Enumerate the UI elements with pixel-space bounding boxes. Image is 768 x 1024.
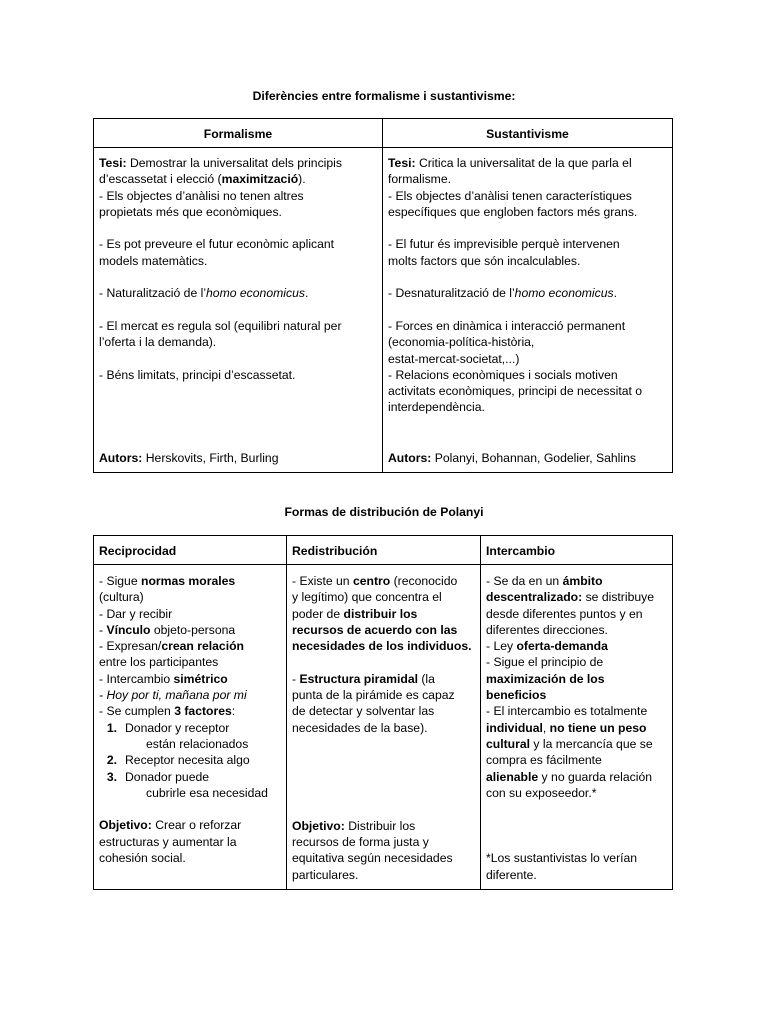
sustantivisme-p5c: interdependència. xyxy=(388,400,485,415)
recip-factor-3-cont: cubrirle esa necesidad xyxy=(146,785,268,800)
formalisme-p2a: - Es pot preveure el futur econòmic aplicant xyxy=(99,237,335,252)
table1-title: Diferències entre formalisme i sustantivisme: xyxy=(252,89,516,103)
sustantivisme-p4c: estat-mercat-societat,...) xyxy=(388,351,520,366)
cell-formalisme xyxy=(93,147,383,473)
inter-note-1: *Los sustantivistas lo verían xyxy=(486,851,638,865)
inter-l12: compra es fácilmente xyxy=(486,753,602,768)
recip-l2: (cultura) xyxy=(99,590,144,605)
sustantivisme-p1b: específiques que engloben factors més grans. xyxy=(388,204,638,219)
recip-objetivo-1: Objetivo: Crear o reforzar xyxy=(99,818,242,833)
sustantivisme-p5a: - Relacions econòmiques i socials motiven xyxy=(388,367,618,382)
redis-objetivo-4: particulares. xyxy=(292,868,359,882)
formalisme-p4a: - El mercat es regula sol (equilibri natural per xyxy=(99,318,342,333)
inter-l9: - El intercambio es totalmente xyxy=(486,704,648,719)
recip-factor-1-cont: están relacionados xyxy=(146,736,249,751)
inter-l11: cultural y la mercancía que se xyxy=(486,736,653,751)
formalisme-p1a: - Els objectes d’anàlisi no tenen altres xyxy=(99,188,304,203)
sustantivisme-autors: Autors: Polanyi, Bohannan, Godelier, Sahlins xyxy=(388,451,636,465)
recip-factor-2: 2. Receptor necesita algo xyxy=(106,753,250,768)
cell-intercambio xyxy=(480,564,673,890)
sustantivisme-p2b: molts factors que són incalculables. xyxy=(388,253,581,268)
recip-objetivo-3: cohesión social. xyxy=(99,851,186,866)
recip-l3: - Dar y recibir xyxy=(99,606,173,621)
inter-l10: individual, no tiene un peso xyxy=(486,720,647,735)
inter-l7: maximización de los xyxy=(486,671,605,686)
redis-objetivo-2: recursos de forma justa y xyxy=(292,835,429,849)
header-reciprocidad: Reciprocidad xyxy=(93,535,287,565)
inter-note-2: diferente. xyxy=(486,868,537,882)
redis-l4: recursos de acuerdo con las xyxy=(292,622,458,637)
recip-l8: - Hoy por ti, mañana por mi xyxy=(99,688,247,703)
recip-factor-1: 1. Donador y receptor xyxy=(106,720,230,735)
redis-l1: - Existe un centro (reconocido xyxy=(292,574,458,588)
inter-l1: - Se da en un ámbito xyxy=(486,574,603,588)
table2-title: Formas de distribución de Polanyi xyxy=(284,505,484,519)
sustantivisme-p2a: - El futur és imprevisible perquè intervenen xyxy=(388,237,620,252)
recip-l6: entre los participantes xyxy=(99,655,219,670)
formalisme-autors: Autors: Herskovits, Firth, Burling xyxy=(99,451,279,465)
sustantivisme-tesi-line2: formalisme. xyxy=(388,172,451,187)
recip-objetivo-2: estructuras y aumentar la xyxy=(99,834,237,849)
formalisme-p3: - Naturalització de l’homo economicus. xyxy=(99,286,309,301)
redis-objetivo-1: Objetivo: Distribuir los xyxy=(292,819,416,833)
redis-l2: y legítimo) que concentra el xyxy=(292,590,442,605)
inter-l3: desde diferentes puntos y en xyxy=(486,606,643,621)
cell-redistribucion xyxy=(286,564,481,890)
formalisme-p1b: propietats més que econòmiques. xyxy=(99,204,282,219)
cell-sustantivisme xyxy=(382,147,673,473)
inter-l4: diferentes direcciones. xyxy=(486,622,608,637)
formalisme-tesi-line1: Tesi: Demostrar la universalitat dels principis xyxy=(99,156,342,170)
formalisme-p4b: l’oferta i la demanda). xyxy=(99,335,217,350)
header-redistribucion: Redistribución xyxy=(286,535,481,565)
redis-l3: poder de distribuir los xyxy=(292,606,418,621)
formalisme-p5: - Béns limitats, principi d’escassetat. xyxy=(99,367,296,382)
sustantivisme-tesi-line1: Tesi: Critica la universalitat de la que parla el xyxy=(388,156,632,170)
inter-l14: con su exposeedor.* xyxy=(486,785,597,800)
header-formalisme: Formalisme xyxy=(93,118,383,148)
recip-l9: - Se cumplen 3 factores: xyxy=(99,704,236,719)
redis-l5: necesidades de los individuos. xyxy=(292,639,472,654)
sustantivisme-p4b: (economia-política-història, xyxy=(388,335,535,350)
sustantivisme-p4a: - Forces en dinàmica i interacció permanent xyxy=(388,318,626,333)
sustantivisme-p5b: activitats econòmiques, principi de necessitat o xyxy=(388,384,643,399)
formalisme-p2b: models matemàtics. xyxy=(99,253,208,268)
sustantivisme-p1a: - Els objectes d’anàlisi tenen característiques xyxy=(388,188,632,203)
recip-l1: - Sigue normas morales xyxy=(99,574,236,588)
sustantivisme-p3: - Desnaturalització de l’homo economicus. xyxy=(388,286,617,301)
recip-l7: - Intercambio simétrico xyxy=(99,671,228,686)
recip-l4: - Vínculo objeto-persona xyxy=(99,622,236,637)
inter-l5: - Ley oferta-demanda xyxy=(486,639,608,654)
inter-l6: - Sigue el principio de xyxy=(486,655,604,670)
redis-objetivo-3: equitativa según necesidades xyxy=(292,851,453,865)
recip-l5: - Expresan/crean relación xyxy=(99,639,244,654)
inter-l13: alienable y no guarda relación xyxy=(486,769,652,784)
header-intercambio: Intercambio xyxy=(480,535,673,565)
recip-factor-3: 3. Donador puede xyxy=(106,769,210,784)
redis-l8: de detectar y solventar las xyxy=(292,704,435,719)
header-sustantivisme: Sustantivisme xyxy=(382,118,673,148)
formalisme-tesi-line2: d’escassetat i elecció (maximització). xyxy=(99,172,306,187)
inter-l2: descentralizado: se distribuye xyxy=(486,590,654,605)
cell-reciprocidad xyxy=(93,564,287,890)
redis-l7: punta de la pirámide es capaz xyxy=(292,688,455,703)
redis-l9: necesidades de la base). xyxy=(292,720,428,735)
redis-l6: - Estructura piramidal (la xyxy=(292,671,435,686)
inter-l8: beneficios xyxy=(486,688,547,703)
